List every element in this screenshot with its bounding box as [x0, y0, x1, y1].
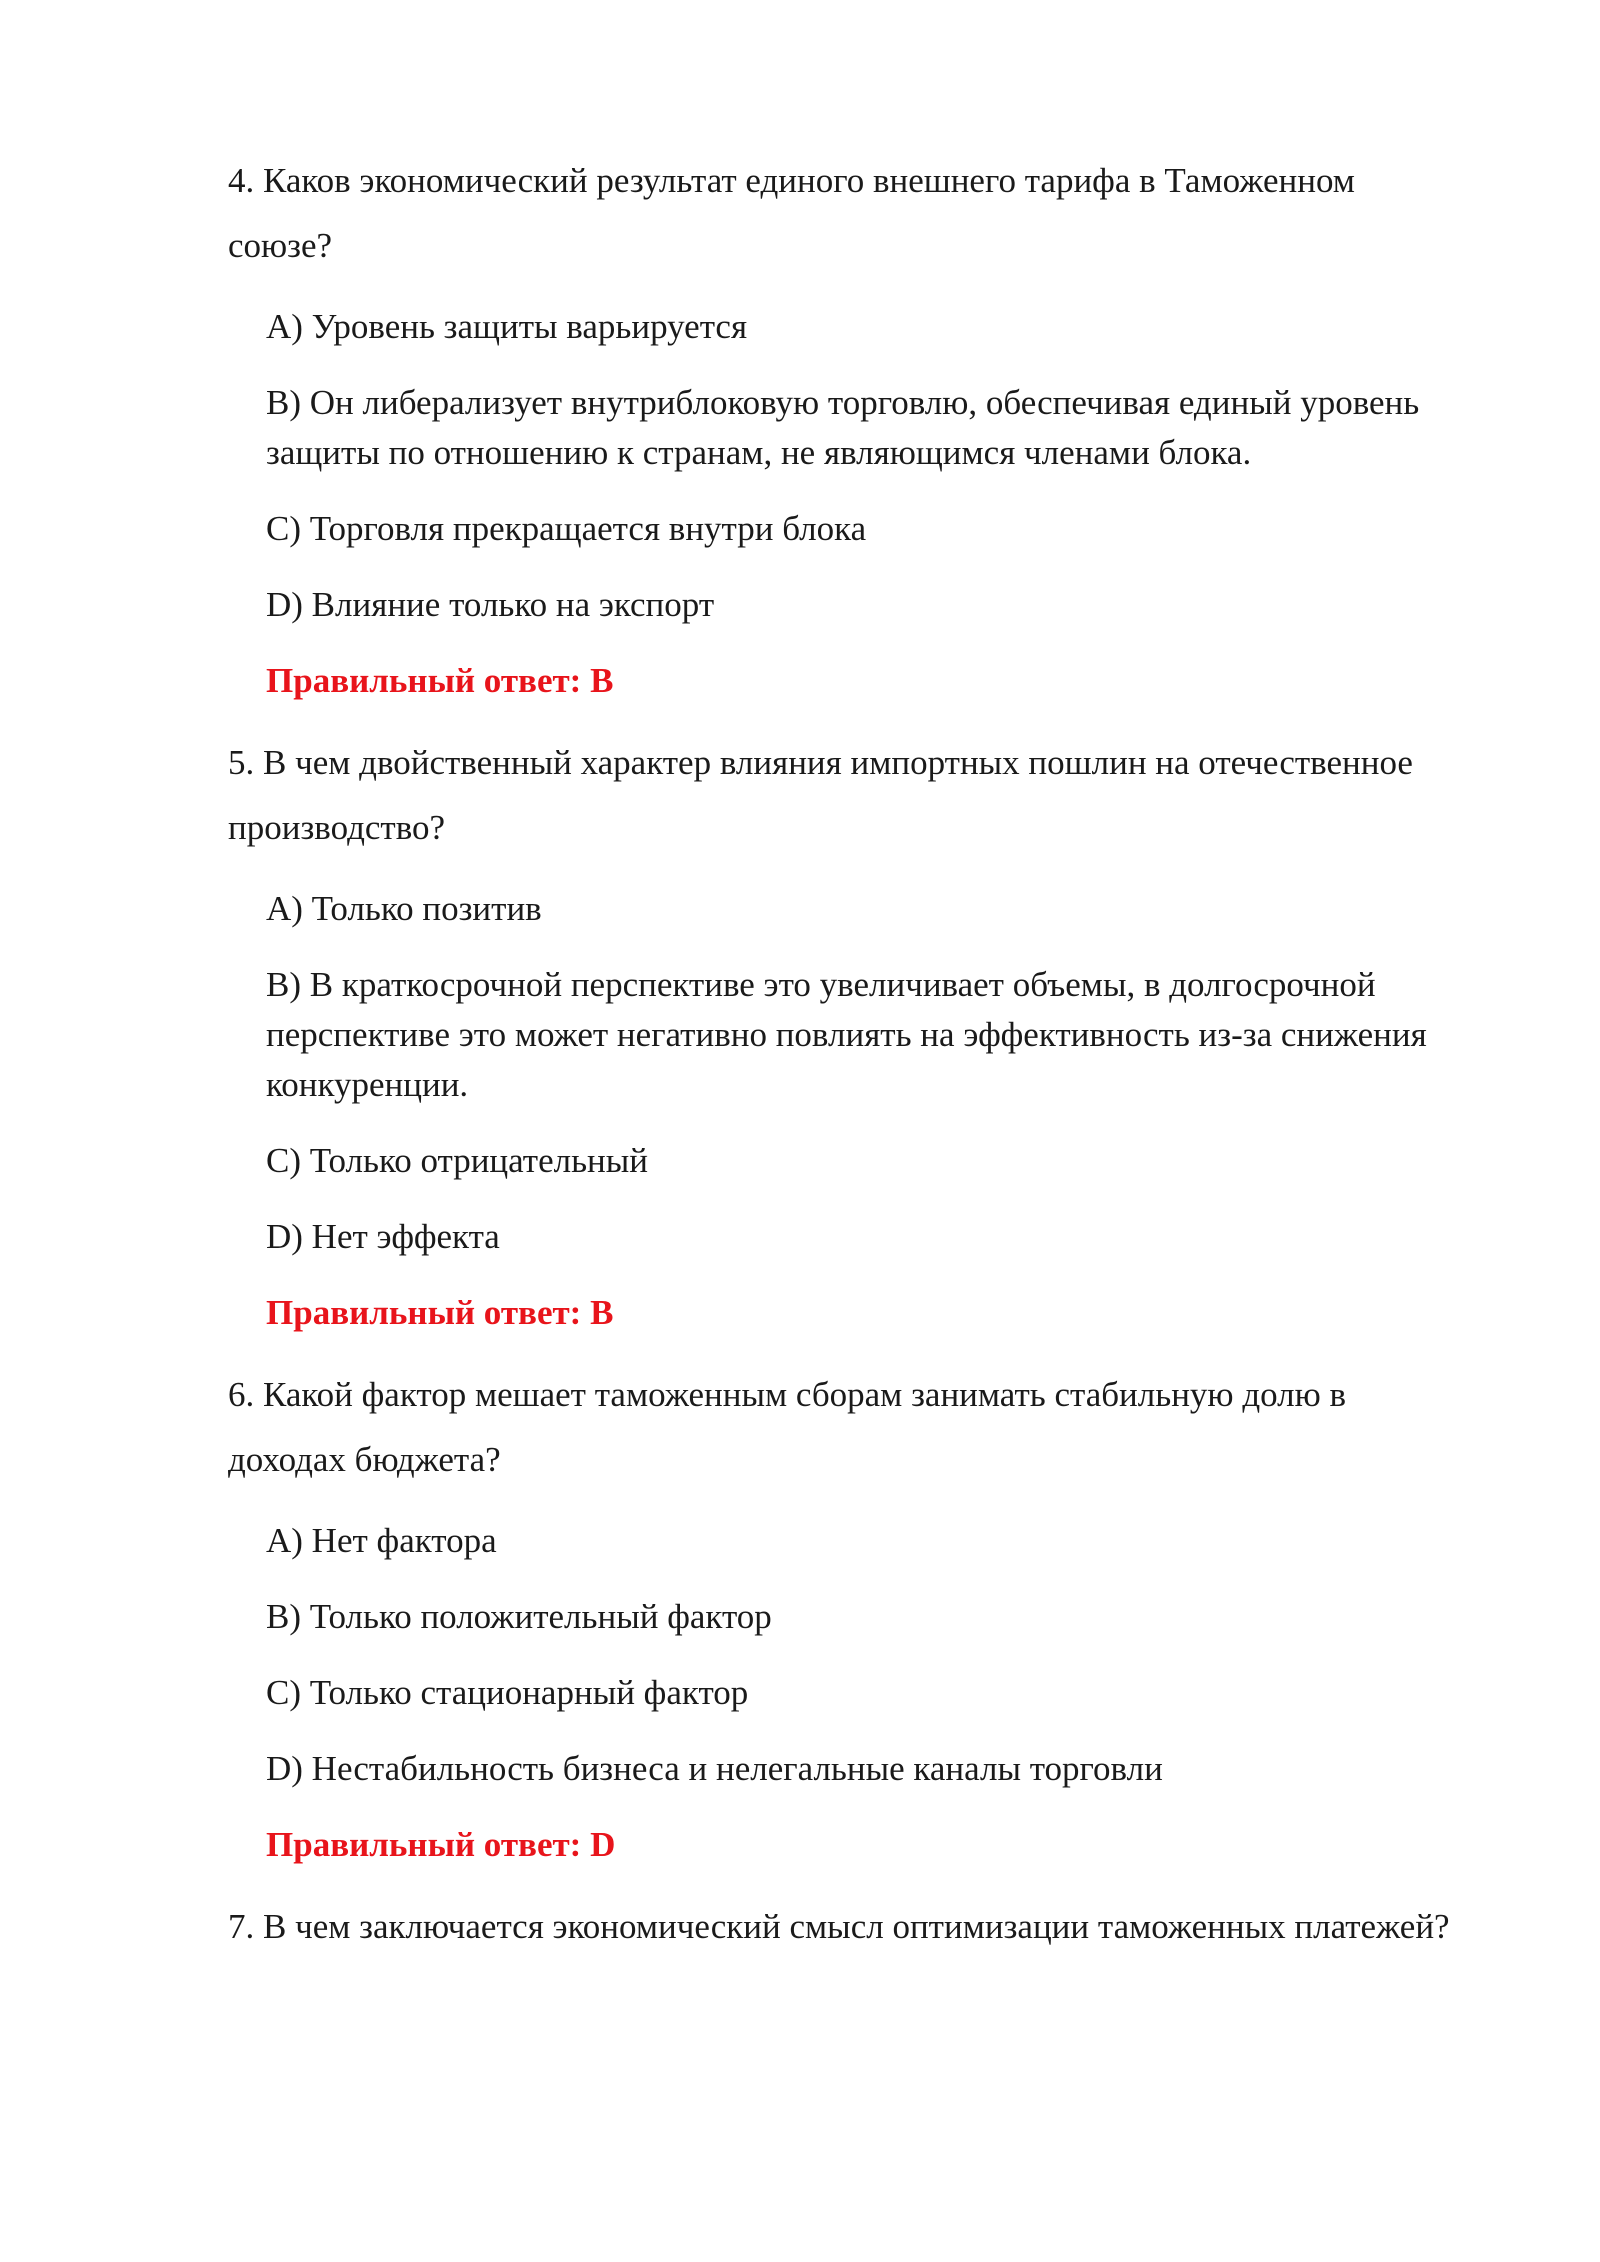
option-b: B) В краткосрочной перспективе это увеличивает объемы, в долгосрочной перспективе это может негативно повлиять на эффективность из-за снижения конкуренции.	[266, 965, 1427, 1104]
question-block-7	[228, 1894, 1460, 1959]
option-b: B) Он либерализует внутриблоковую торговлю, обеспечивая единый уровень защиты по отношению к странам, не являющимся членами блока.	[266, 383, 1420, 472]
question-text: 6. Какой фактор мешает таможенным сборам занимать стабильную долю в доходах бюджета?	[228, 1375, 1347, 1479]
correct-answer: Правильный ответ: D	[266, 1825, 616, 1864]
option-c: C) Только стационарный фактор	[266, 1673, 749, 1712]
options-list	[228, 302, 1460, 706]
options-list	[228, 884, 1460, 1338]
question-text: 7. В чем заключается экономический смысл оптимизации таможенных платежей?	[228, 1907, 1450, 1946]
option-d: D) Влияние только на экспорт	[266, 585, 715, 624]
option-a: A) Нет фактора	[266, 1521, 497, 1560]
option-d: D) Нестабильность бизнеса и нелегальные каналы торговли	[266, 1749, 1163, 1788]
question-text: 4. Каков экономический результат единого внешнего тарифа в Таможенном союзе?	[228, 161, 1355, 265]
question-text: 5. В чем двойственный характер влияния импортных пошлин на отечественное производство?	[228, 743, 1413, 847]
options-list	[228, 1516, 1460, 1870]
question-block-5	[228, 730, 1460, 1338]
correct-answer: Правильный ответ: B	[266, 1293, 614, 1332]
option-c: C) Торговля прекращается внутри блока	[266, 509, 867, 548]
option-d: D) Нет эффекта	[266, 1217, 500, 1256]
option-a: A) Только позитив	[266, 889, 542, 928]
option-b: B) Только положительный фактор	[266, 1597, 772, 1636]
option-c: C) Только отрицательный	[266, 1141, 649, 1180]
question-block-4	[228, 148, 1460, 706]
correct-answer: Правильный ответ: B	[266, 661, 614, 700]
option-a: A) Уровень защиты варьируется	[266, 307, 748, 346]
question-block-6	[228, 1362, 1460, 1870]
